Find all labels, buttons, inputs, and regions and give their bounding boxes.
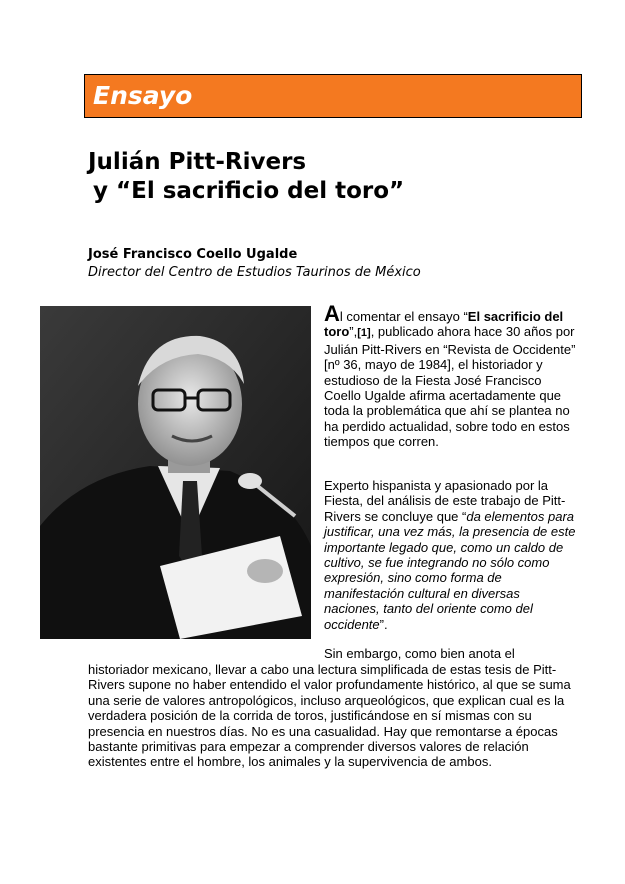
paragraph-2-text-a: Experto hispanista y apasionado por la Fiesta, del análisis de este trabajo de Pitt-Rivers se concluye que “ (324, 478, 566, 524)
essay-title-bold: El sacrificio del toro (324, 309, 564, 340)
paragraph-1-text-c: , publicado ahora hace 30 años por Julián Pitt-Rivers en “Revista de Occidente” [nº 36, mayo de 1984], el historiador y estudioso de la Fiesta José Francisco Coello Ugalde afirma acertadamente que toda la problemática que ahí se plantea no ha perdido actualidad, sobre todo en estos tiempos que corren. (324, 324, 576, 450)
paragraph-1-text-b: ”, (349, 324, 358, 340)
drop-cap: A (324, 301, 340, 326)
portrait-image (40, 306, 311, 639)
section-label: Ensayo (93, 81, 193, 110)
section-banner (84, 74, 582, 118)
article-title-line2: y “El sacrificio del toro” (93, 178, 405, 204)
author-role: Director del Centro de Estudios Taurinos de México (88, 265, 421, 280)
paragraph-2 (324, 478, 579, 632)
paragraph-3-first-line (324, 646, 579, 661)
paragraph-1 (324, 301, 579, 450)
paragraph-2-quote: da elementos para justificar, una vez más, la presencia de este importante legado que, como un caldo de cultivo, se fue integrando no sólo como expresión, sino como forma de manifestación cultural en diversas naciones, tanto del oriente como del occidente (324, 508, 576, 632)
article-title-line1: Julián Pitt-Rivers (88, 149, 307, 175)
paragraph-3-intro: Sin embargo, como bien anota el (324, 646, 515, 661)
paragraph-1-text-a: l comentar el ensayo “ (339, 309, 468, 324)
paragraph-3 (88, 662, 578, 770)
author-name: José Francisco Coello Ugalde (88, 247, 298, 262)
article-title (88, 148, 404, 206)
paragraph-2-text-b: ”. (379, 616, 388, 632)
paragraph-3-text: historiador mexicano, llevar a cabo una lectura simplificada de estas tesis de Pitt-Rivers supone no haber entendido el valor profundamente histórico, al que se suma una serie de valores antropológicos, incluso arqueológicos, que explican cual es la verdadera posición de la corrida de toros, justificándose en sí mismas con su presencia en nuestros días. No es una casualidad. Hay que remontarse a épocas bastante primitivas para empezar a comprender diversos valores de relación existentes entre el hombre, los animales y la supervivencia de ambos. (88, 662, 571, 770)
footnote-ref[interactable]: [1] (357, 327, 371, 340)
author-photo (40, 306, 311, 639)
